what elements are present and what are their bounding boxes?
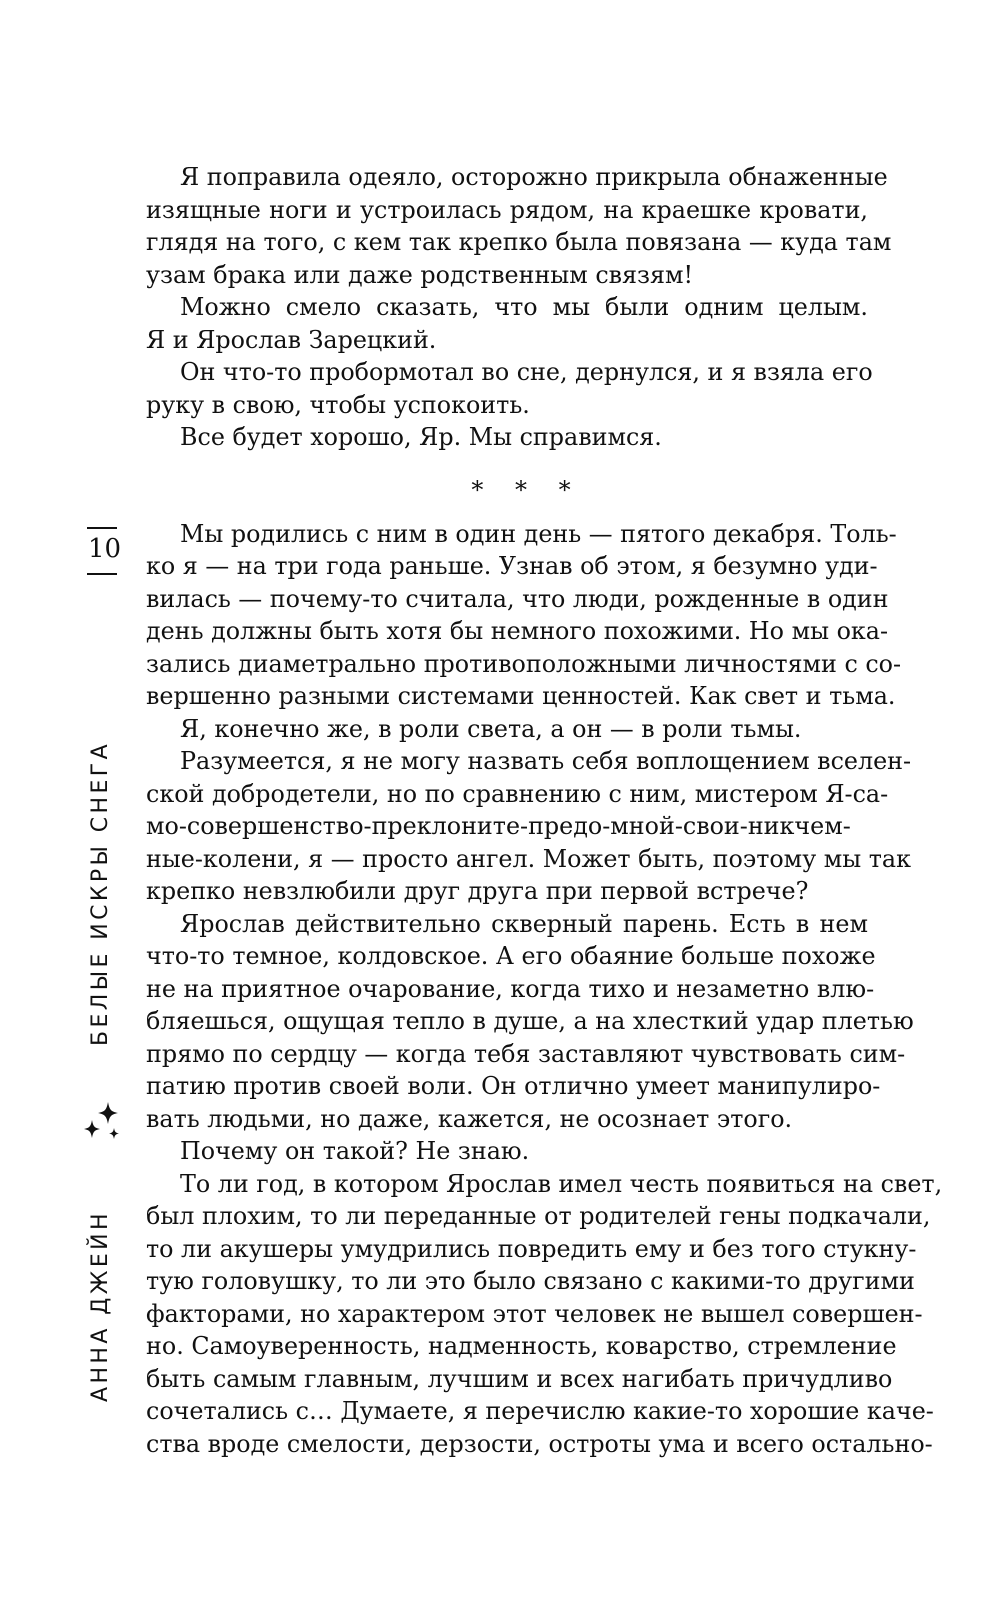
text-line: ные-колени, я — просто ангел. Может быть, поэтому мы так (146, 844, 911, 873)
text-line: вершенно разными системами ценностей. Как свет и тьма. (146, 682, 896, 710)
text-line: тую головушку, то ли это было связано с какими-то другими (146, 1267, 915, 1295)
text-line: глядя на того, с кем так крепко была повязана — куда там (146, 228, 892, 256)
text-line: мо-совершенство-преклоните-предо-мной-свои-никчем- (146, 812, 851, 840)
section-break (146, 454, 868, 518)
text-line: но. Самоуверенность, надменность, коварство, стремление (146, 1332, 897, 1360)
paragraph-first-line: Можно смело сказать, что мы были одним целым. (180, 293, 868, 321)
page-number-box (84, 527, 124, 577)
page-number: 10 (88, 534, 122, 564)
text-line: факторами, но характером этот человек не вышел совершен- (146, 1299, 923, 1328)
text-line: узам брака или даже родственным связям! (146, 260, 694, 289)
paragraph-first-line: Я, конечно же, в роли света, а он — в роли тьмы. (180, 714, 802, 743)
text-line: бляешься, ощущая тепло в душе, а на хлесткий удар плетью (146, 1007, 914, 1035)
paragraph-first-line: Я поправила одеяло, осторожно прикрыла обнаженные (180, 163, 888, 191)
sparkle-ornament-icon (78, 1098, 126, 1146)
paragraph-first-line: Почему он такой? Не знаю. (180, 1137, 530, 1165)
text-line: день должны быть хотя бы немного похожими. Но мы ока- (146, 617, 889, 645)
running-head-series-title: БЕЛЫЕ ИСКРЫ СНЕГА (88, 740, 113, 1046)
text-line: вать людьми, но даже, кажется, не осознает этого. (146, 1104, 793, 1133)
text-line: быть самым главным, лучшим и всех нагибать причудливо (146, 1364, 893, 1393)
text-line: ской добродетели, но по сравнению с ним, мистером Я-са- (146, 779, 889, 808)
text-line: руку в свою, чтобы успокоить. (146, 390, 530, 419)
body-text (146, 161, 943, 1460)
text-line: прямо по сердцу — когда тебя заставляют чувствовать сим- (146, 1039, 906, 1068)
paragraph-first-line: Мы родились с ним в один день — пятого декабря. Толь- (180, 519, 897, 548)
paragraph-first-line: Разумеется, я не могу назвать себя воплощением вселен- (180, 747, 912, 775)
text-line: зались диаметрально противоположными личностями с со- (146, 649, 902, 678)
text-line: крепко невзлюбили друг друга при первой встрече? (146, 877, 809, 905)
text-line: что-то темное, колдовское. А его обаяние больше похоже (146, 942, 876, 970)
running-head-author: АННА ДЖЕЙН (88, 1210, 113, 1402)
text-line: изящные ноги и устроилась рядом, на краешке кровати, (146, 195, 868, 224)
text-line: сочетались с… Думаете, я перечислю какие-то хорошие каче- (146, 1397, 934, 1425)
text-line: патию против своей воли. Он отлично умеет манипулиро- (146, 1072, 881, 1100)
text-line: ко я — на три года раньше. Узнав об этом, я безумно уди- (146, 552, 878, 580)
paragraph-first-line: То ли год, в котором Ярослав имел честь появиться на свет, (180, 1169, 943, 1198)
paragraph-first-line: Он что-то пробормотал во сне, дернулся, и я взяла его (180, 358, 873, 386)
page-number-rule-bottom (87, 573, 117, 575)
text-line: ства вроде смелости, дерзости, остроты ума и всего остально- (146, 1429, 933, 1458)
paragraph-first-line: Все будет хорошо, Яр. Мы справимся. (180, 423, 662, 451)
paragraph-first-line: Ярослав действительно скверный парень. Есть в нем (180, 909, 868, 938)
text-line: то ли акушеры умудрились повредить ему и без того стукну- (146, 1234, 917, 1263)
text-line: Я и Ярослав Зарецкий. (146, 325, 437, 354)
section-break-stars: * * * (471, 475, 583, 504)
text-line: был плохим, то ли переданные от родителей гены подкачали, (146, 1202, 931, 1230)
text-line: не на приятное очарование, когда тихо и незаметно влю- (146, 974, 875, 1003)
text-line: вилась — почему-то считала, что люди, рожденные в один (146, 584, 889, 613)
